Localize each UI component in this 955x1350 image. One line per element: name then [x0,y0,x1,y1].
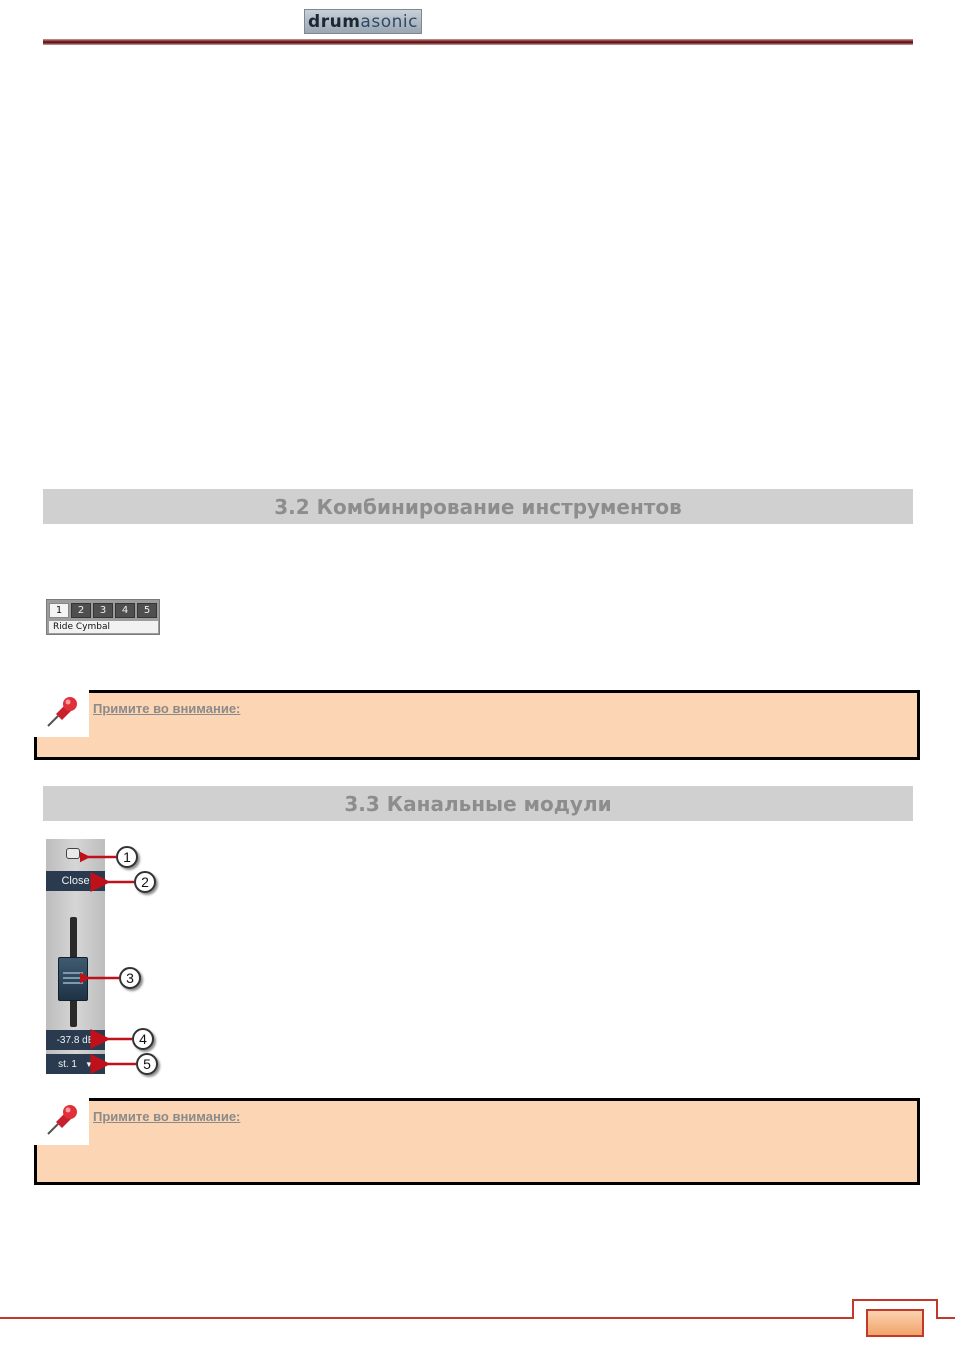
note-box-2 [34,1098,920,1185]
tab-1[interactable]: 1 [49,603,69,618]
tab-3[interactable]: 3 [93,603,113,618]
output-select-value: st. 1 [58,1058,77,1070]
channel-toggle-button[interactable] [66,848,80,859]
callout-3: 3 [119,967,141,989]
pushpin-icon [34,690,89,737]
section-title-3-3: 3.3 Канальные модули [43,786,913,821]
note-label: Примите во внимание: [93,1109,241,1124]
callout-4: 4 [132,1028,154,1050]
tab-2[interactable]: 2 [71,603,91,618]
close-button[interactable]: Close [46,871,105,891]
drumasonic-logo [304,9,422,34]
chevron-down-icon: ▼ [84,1059,93,1069]
callout-arrows [80,840,170,1080]
callout-1: 1 [116,846,138,868]
callout-5: 5 [136,1053,158,1075]
section-title-3-2: 3.2 Комбинирование инструментов [43,489,913,524]
header-divider [43,39,913,45]
note-box-1 [34,690,920,760]
logo-text-drum: drum [308,11,361,32]
pushpin-icon [34,1098,89,1145]
tab-4[interactable]: 4 [115,603,135,618]
footer-rule [0,1296,955,1350]
volume-readout: -37.8 dB [46,1030,105,1050]
callout-2: 2 [134,871,156,893]
note-label: Примите во внимание: [93,701,241,716]
tab-5[interactable]: 5 [137,603,157,618]
tab-row [49,603,157,618]
page-number-badge [866,1309,924,1337]
instrument-name: Ride Cymbal [49,621,158,633]
instrument-tabs-widget [46,599,160,635]
logo-text-asonic: asonic [360,11,418,32]
